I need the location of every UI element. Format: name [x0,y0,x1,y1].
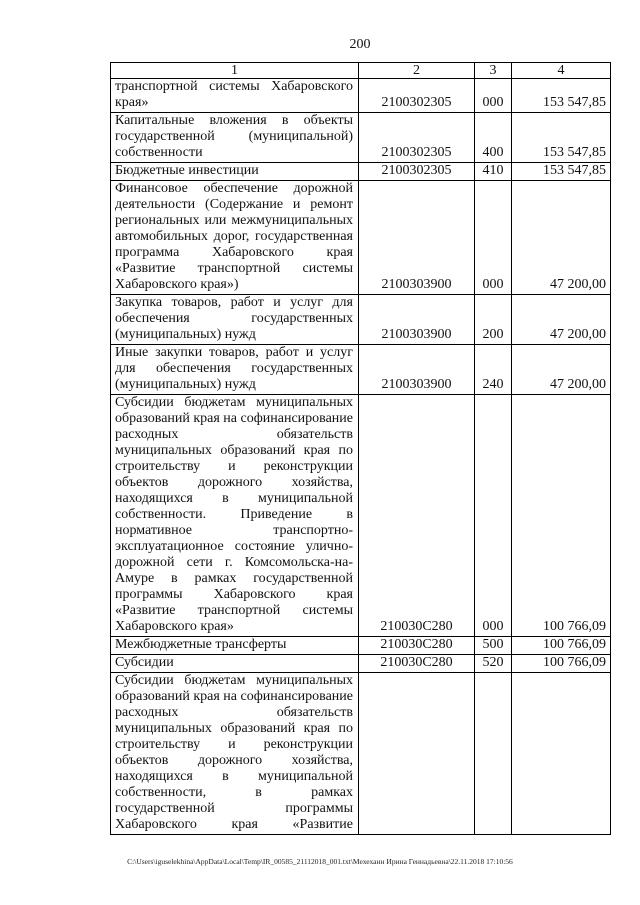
description-line: транспортной системы Хабаровского [115,79,353,94]
description-line: «Развитие транспортной системы [115,603,353,618]
amount-cell: 153 547,85 [512,113,611,163]
amount-cell: 47 200,00 [512,295,611,345]
description-line: деятельности (Содержание и ремонт [115,197,353,212]
description-line: для обеспечения государственных [115,361,353,376]
table-row [111,113,611,163]
description-line: Субсидии [115,655,174,670]
table-row [111,395,611,637]
description-line: обеспечения государственных [115,311,353,326]
description-line: строительству и реконструкции [115,737,353,752]
description-line: собственности, в рамках [115,785,353,800]
table-row [111,345,611,395]
description-line: объектов дорожного хозяйства, [115,475,353,490]
description-line: нормативное транспортно- [115,523,353,538]
type-cell: 000 [475,181,512,295]
description-cell [111,113,359,163]
description-line: Хабаровского края») [115,277,239,292]
description-cell [111,673,359,835]
table-row [111,163,611,181]
description-line: находящихся в муниципальной [115,769,353,784]
description-line: Финансовое обеспечение дорожной [115,181,353,196]
description-line: дорожной сети г. Комсомольска-на- [115,555,353,570]
column-header-2: 2 [359,63,475,79]
description-line: муниципальных образований края по [115,443,353,458]
amount-cell [512,673,611,835]
description-line: эксплуатационное состояние улично- [115,539,353,554]
description-line: «Развитие транспортной системы [115,261,353,276]
description-line: региональных или межмуниципальных [115,213,353,228]
description-line: Хабаровского края «Развитие [115,817,353,832]
description-line: объектов дорожного хозяйства, [115,753,353,768]
code-cell: 2100303900 [359,181,475,295]
description-line: Амуре в рамках государственной [115,571,353,586]
description-cell [111,637,359,655]
description-cell [111,655,359,673]
description-line: Межбюджетные трансферты [115,637,287,652]
table-row [111,655,611,673]
description-cell [111,163,359,181]
type-cell: 200 [475,295,512,345]
description-line: государственной (муниципальной) [115,129,353,144]
type-cell: 000 [475,395,512,637]
type-cell: 520 [475,655,512,673]
code-cell: 210030С280 [359,655,475,673]
description-line: собственности [115,145,203,160]
description-line: (муниципальных) нужд [115,327,256,342]
description-line: программа Хабаровского края [115,245,353,260]
type-cell: 400 [475,113,512,163]
table-row [111,79,611,113]
description-line: Иные закупки товаров, работ и услуг [115,345,353,360]
code-cell: 2100303900 [359,295,475,345]
amount-cell: 100 766,09 [512,395,611,637]
table-row [111,181,611,295]
code-cell [359,673,475,835]
amount-cell: 100 766,09 [512,655,611,673]
table-row [111,637,611,655]
code-cell: 2100302305 [359,113,475,163]
table-header-row [111,63,611,79]
description-cell [111,181,359,295]
amount-cell: 153 547,85 [512,163,611,181]
code-cell: 2100302305 [359,79,475,113]
description-line: Капитальные вложения в объекты [115,113,353,128]
type-cell: 240 [475,345,512,395]
description-line: Бюджетные инвестиции [115,163,259,178]
description-line: собственности. Приведение в [115,507,353,522]
description-cell [111,295,359,345]
description-line: расходных обязательств [115,705,353,720]
description-line: находящихся в муниципальной [115,491,353,506]
column-header-3: 3 [475,63,512,79]
type-cell: 410 [475,163,512,181]
description-line: Закупка товаров, работ и услуг для [115,295,353,310]
description-line: муниципальных образований края по [115,721,353,736]
budget-table [110,62,611,835]
amount-cell: 47 200,00 [512,345,611,395]
description-line: края» [115,95,149,110]
description-line: образований края на софинансирование [115,689,353,704]
description-line: расходных обязательств [115,427,353,442]
description-line: Субсидии бюджетам муниципальных [115,673,353,688]
description-line: (муниципальных) нужд [115,377,256,392]
code-cell: 2100303900 [359,345,475,395]
table-row [111,673,611,835]
description-line: строительству и реконструкции [115,459,353,474]
table-body [111,79,611,835]
type-cell: 500 [475,637,512,655]
description-line: программы Хабаровского края [115,587,353,602]
description-cell [111,345,359,395]
column-header-1: 1 [111,63,359,79]
description-line: государственной программы [115,801,353,816]
type-cell: 000 [475,79,512,113]
description-line: образований края на софинансирование [115,411,353,426]
table-row [111,295,611,345]
code-cell: 210030С280 [359,637,475,655]
description-cell [111,395,359,637]
amount-cell: 100 766,09 [512,637,611,655]
page-number: 200 [349,37,371,52]
column-header-4: 4 [512,63,611,79]
amount-cell: 47 200,00 [512,181,611,295]
description-line: автомобильных дорог, государственная [115,229,353,244]
description-line: Хабаровского края» [115,619,234,634]
description-cell [111,79,359,113]
code-cell: 210030С280 [359,395,475,637]
footer-file-path: C:\Users\iguselekhina\AppData\Local\Temp\IR_00585_21112018_001.txt\Мехеханн Ирина Геннадьевна\22.11.2018 17:10:56 [127,857,513,866]
amount-cell: 153 547,85 [512,79,611,113]
type-cell [475,673,512,835]
code-cell: 2100302305 [359,163,475,181]
description-line: Субсидии бюджетам муниципальных [115,395,353,410]
